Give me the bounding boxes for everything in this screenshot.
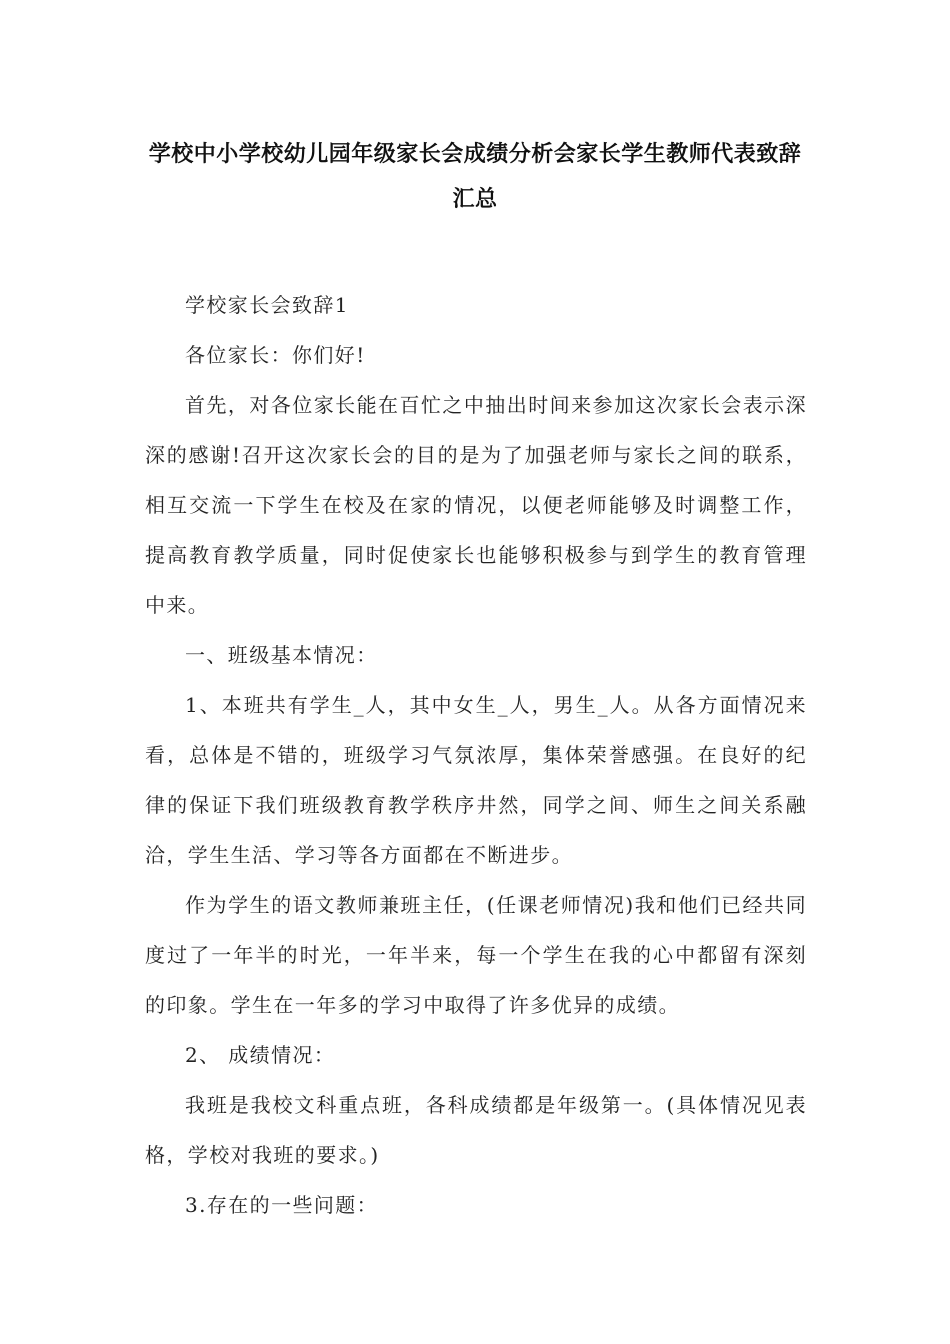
teacher-paragraph: 作为学生的语文教师兼班主任，(任课老师情况)我和他们已经共同度过了一年半的时光，一年半来，每一个学生在我的心中都留有深刻的印象。学生在一年多的学习中取得了许多优异的成绩。: [145, 893, 807, 1017]
class-info-paragraph: 1、本班共有学生_人，其中女生_人，男生_人。从各方面情况来看，总体是不错的，班级学习气氛浓厚，集体荣誉感强。在良好的纪律的保证下我们班级教育教学秩序井然，同学之间、师生之间关系融洽，学生生活、学习等各方面都在不断进步。: [145, 693, 807, 867]
section-heading-class-info: 一、班级基本情况：: [185, 643, 378, 667]
document-body: [145, 280, 807, 1230]
intro-paragraph: 首先，对各位家长能在百忙之中抽出时间来参加这次家长会表示深深的感谢!召开这次家长会的目的是为了加强老师与家长之间的联系，相互交流一下学生在校及在家的情况，以便老师能够及时调整工作，提高教育教学质量，同时促使家长也能够积极参与到学生的教育管理中来。: [145, 393, 807, 617]
greeting-paragraph: 各位家长：你们好!: [185, 343, 366, 367]
document-title: [130, 132, 820, 222]
grades-paragraph: 我班是我校文科重点班，各科成绩都是年级第一。(具体情况见表格，学校对我班的要求。): [145, 1093, 807, 1167]
section-heading-speech-1: 学校家长会致辞1: [185, 293, 349, 317]
title-line-2: 汇总: [452, 187, 498, 212]
title-line-1: 学校中小学校幼儿园年级家长会成绩分析会家长学生教师代表致辞: [148, 142, 802, 167]
section-heading-grades: 2、 成绩情况：: [185, 1043, 336, 1067]
section-heading-problems: 3.存在的一些问题：: [185, 1193, 379, 1217]
